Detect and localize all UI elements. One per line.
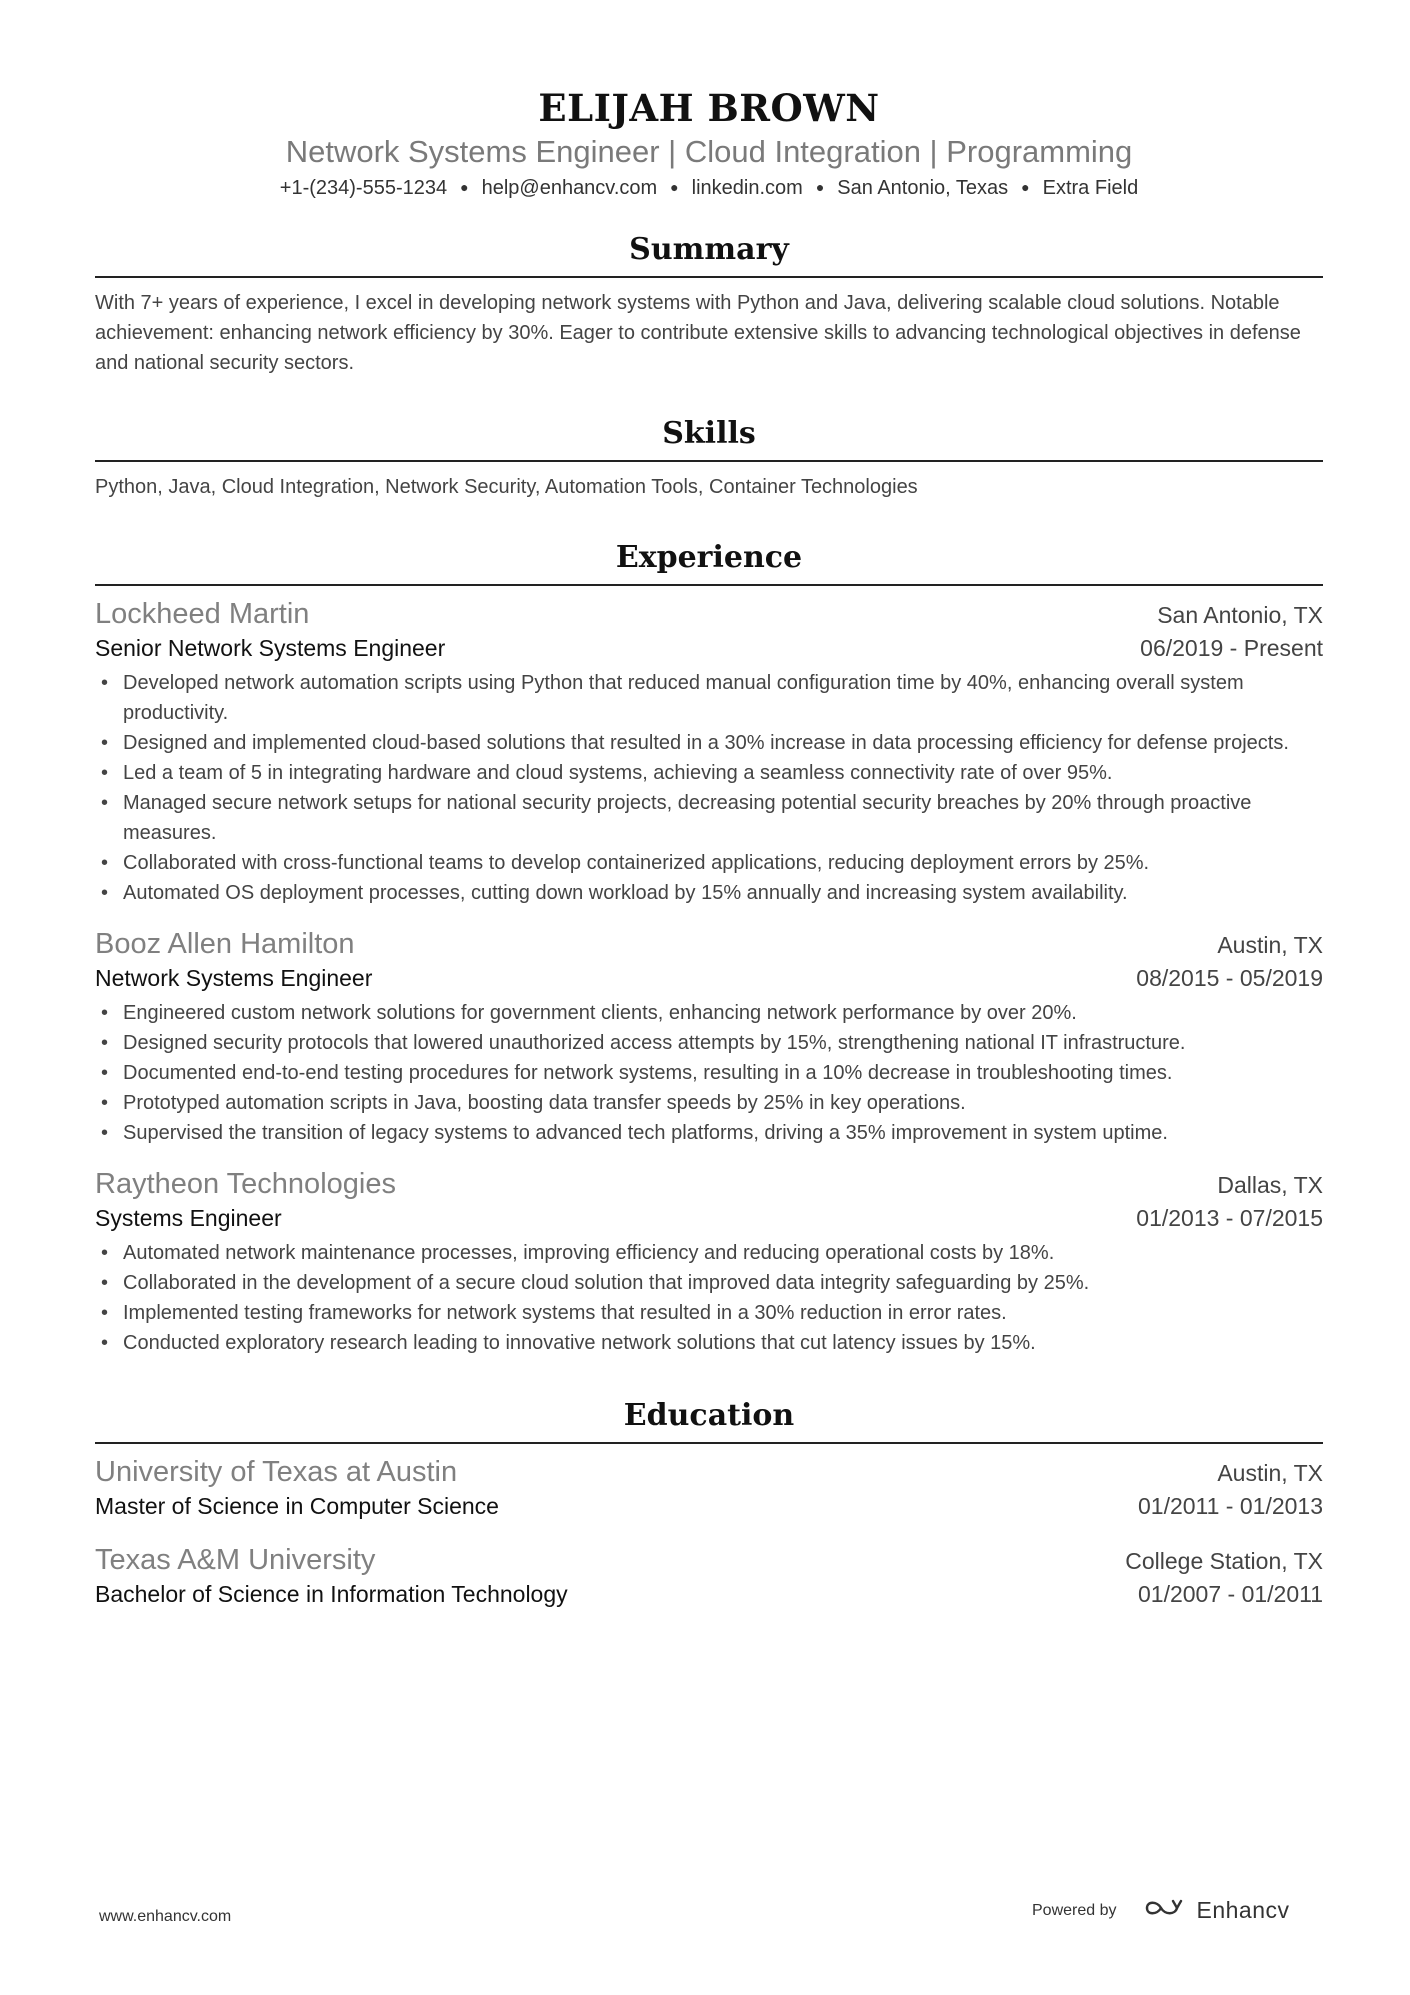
experience-section — [95, 538, 1323, 1358]
skills-text: Python, Java, Cloud Integration, Network Security, Automation Tools, Container Technologies — [95, 476, 918, 498]
experience-entry — [95, 596, 1323, 908]
brand-name: Enhancv — [1196, 1897, 1290, 1923]
footer-branding — [1032, 1896, 1290, 1925]
achievement-item: • Prototyped automation scripts in Java, boosting data transfer speeds by 25% in key operations. — [101, 1092, 966, 1114]
bullet-separator: ● — [460, 179, 469, 195]
footer-website-link[interactable]: www.enhancv.com — [99, 1908, 232, 1925]
school-name: University of Texas at Austin — [95, 1456, 458, 1488]
job-dates: 01/2013 - 07/2015 — [1136, 1205, 1323, 1231]
job-location: San Antonio, TX — [1157, 602, 1323, 628]
achievement-item: • Engineered custom network solutions for government clients, enhancing network performance by over 20%. — [101, 1002, 1077, 1024]
achievement-item: • Supervised the transition of legacy systems to advanced tech platforms, driving a 35% improvement in system uptime. — [101, 1122, 1168, 1144]
achievement-list — [95, 668, 1323, 908]
headline: Network Systems Engineer | Cloud Integration | Programming — [285, 134, 1133, 169]
job-title: Systems Engineer — [95, 1205, 282, 1231]
school-location: College Station, TX — [1125, 1548, 1323, 1574]
candidate-name: ELIJAH BROWN — [538, 86, 880, 130]
job-dates: 06/2019 - Present — [1140, 635, 1323, 661]
resume-header — [95, 0, 1323, 202]
education-entry — [95, 1542, 1323, 1610]
section-divider — [95, 460, 1323, 462]
section-title-summary: Summary — [629, 232, 789, 267]
education-section — [95, 1396, 1323, 1610]
company-name: Lockheed Martin — [95, 598, 310, 630]
resume-page — [95, 0, 1323, 1610]
achievement-item: • Conducted exploratory research leading to innovative network solutions that cut latency issues by 15%. — [101, 1332, 1036, 1354]
contact-email: help@enhancv.com — [481, 177, 658, 199]
contact-line — [95, 173, 1323, 202]
section-divider — [95, 276, 1323, 278]
achievement-item: • Designed security protocols that lowered unauthorized access attempts by 15%, strengthening national IT infrastructure. — [101, 1032, 1186, 1054]
achievement-item: • Led a team of 5 in integrating hardware and cloud systems, achieving a seamless connectivity rate of over 95%. — [101, 762, 1113, 784]
achievement-item: • Developed network automation scripts using Python that reduced manual configuration time by 40%, enhancing overall system productivity. — [101, 672, 1244, 724]
job-title: Senior Network Systems Engineer — [95, 635, 446, 661]
company-name: Raytheon Technologies — [95, 1168, 396, 1200]
section-title-education: Education — [623, 1398, 795, 1433]
summary-section — [95, 230, 1323, 378]
job-dates: 08/2015 - 05/2019 — [1136, 965, 1323, 991]
skills-section — [95, 414, 1323, 502]
degree: Bachelor of Science in Information Technology — [95, 1581, 568, 1607]
section-divider — [95, 1442, 1323, 1444]
experience-entry — [95, 1166, 1323, 1358]
job-title: Network Systems Engineer — [95, 965, 373, 991]
section-title-skills: Skills — [662, 416, 756, 451]
achievement-item: • Documented end-to-end testing procedures for network systems, resulting in a 10% decrease in troubleshooting times. — [101, 1062, 1173, 1084]
company-name: Booz Allen Hamilton — [95, 928, 355, 960]
achievement-item: • Automated network maintenance processes, improving efficiency and reducing operational costs by 18%. — [101, 1242, 1055, 1264]
bullet-separator: ● — [815, 179, 825, 195]
achievement-list — [95, 1238, 1323, 1358]
education-dates: 01/2011 - 01/2013 — [1137, 1493, 1323, 1519]
achievement-item: • Implemented testing frameworks for network systems that resulted in a 30% reduction in error rates. — [101, 1302, 1007, 1324]
enhancv-logo-icon — [1143, 1896, 1189, 1925]
education-entry — [95, 1454, 1323, 1522]
experience-entry — [95, 926, 1323, 1148]
school-location: Austin, TX — [1217, 1460, 1323, 1486]
contact-extra: Extra Field — [1042, 177, 1139, 199]
powered-by-label: Powered by — [1032, 1901, 1117, 1919]
achievement-item: • Automated OS deployment processes, cutting down workload by 15% annually and increasing system availability. — [101, 882, 1128, 904]
achievement-item: • Designed and implemented cloud-based solutions that resulted in a 30% increase in data processing efficiency for defense projects. — [101, 732, 1289, 754]
achievement-item: • Collaborated in the development of a secure cloud solution that improved data integrity safeguarding by 25%. — [101, 1272, 1090, 1294]
job-location: Dallas, TX — [1217, 1172, 1323, 1198]
achievement-list — [95, 998, 1323, 1148]
degree: Master of Science in Computer Science — [95, 1493, 499, 1519]
contact-linkedin: linkedin.com — [691, 177, 803, 199]
bullet-separator: ● — [1021, 179, 1030, 195]
education-dates: 01/2007 - 01/2011 — [1137, 1581, 1323, 1607]
section-title-experience: Experience — [615, 540, 803, 575]
contact-phone: +1-(234)-555-1234 — [279, 177, 448, 199]
job-location: Austin, TX — [1217, 932, 1323, 958]
summary-text: With 7+ years of experience, I excel in developing network systems with Python and Java, delivering scalable cloud solutions. Notable achievement: enhancing network efficiency by 30%. Eager to contribute extensive skills to advancing technological objectives in defense and national security sectors. — [95, 292, 1301, 374]
achievement-item: • Collaborated with cross-functional teams to develop containerized applications, reducing deployment errors by 25%. — [101, 852, 1150, 874]
section-divider — [95, 584, 1323, 586]
school-name: Texas A&M University — [95, 1544, 376, 1576]
contact-location: San Antonio, Texas — [837, 177, 1009, 199]
bullet-separator: ● — [670, 179, 679, 195]
achievement-item: • Managed secure network setups for national security projects, decreasing potential security breaches by 20% through proactive measures. — [101, 792, 1252, 844]
